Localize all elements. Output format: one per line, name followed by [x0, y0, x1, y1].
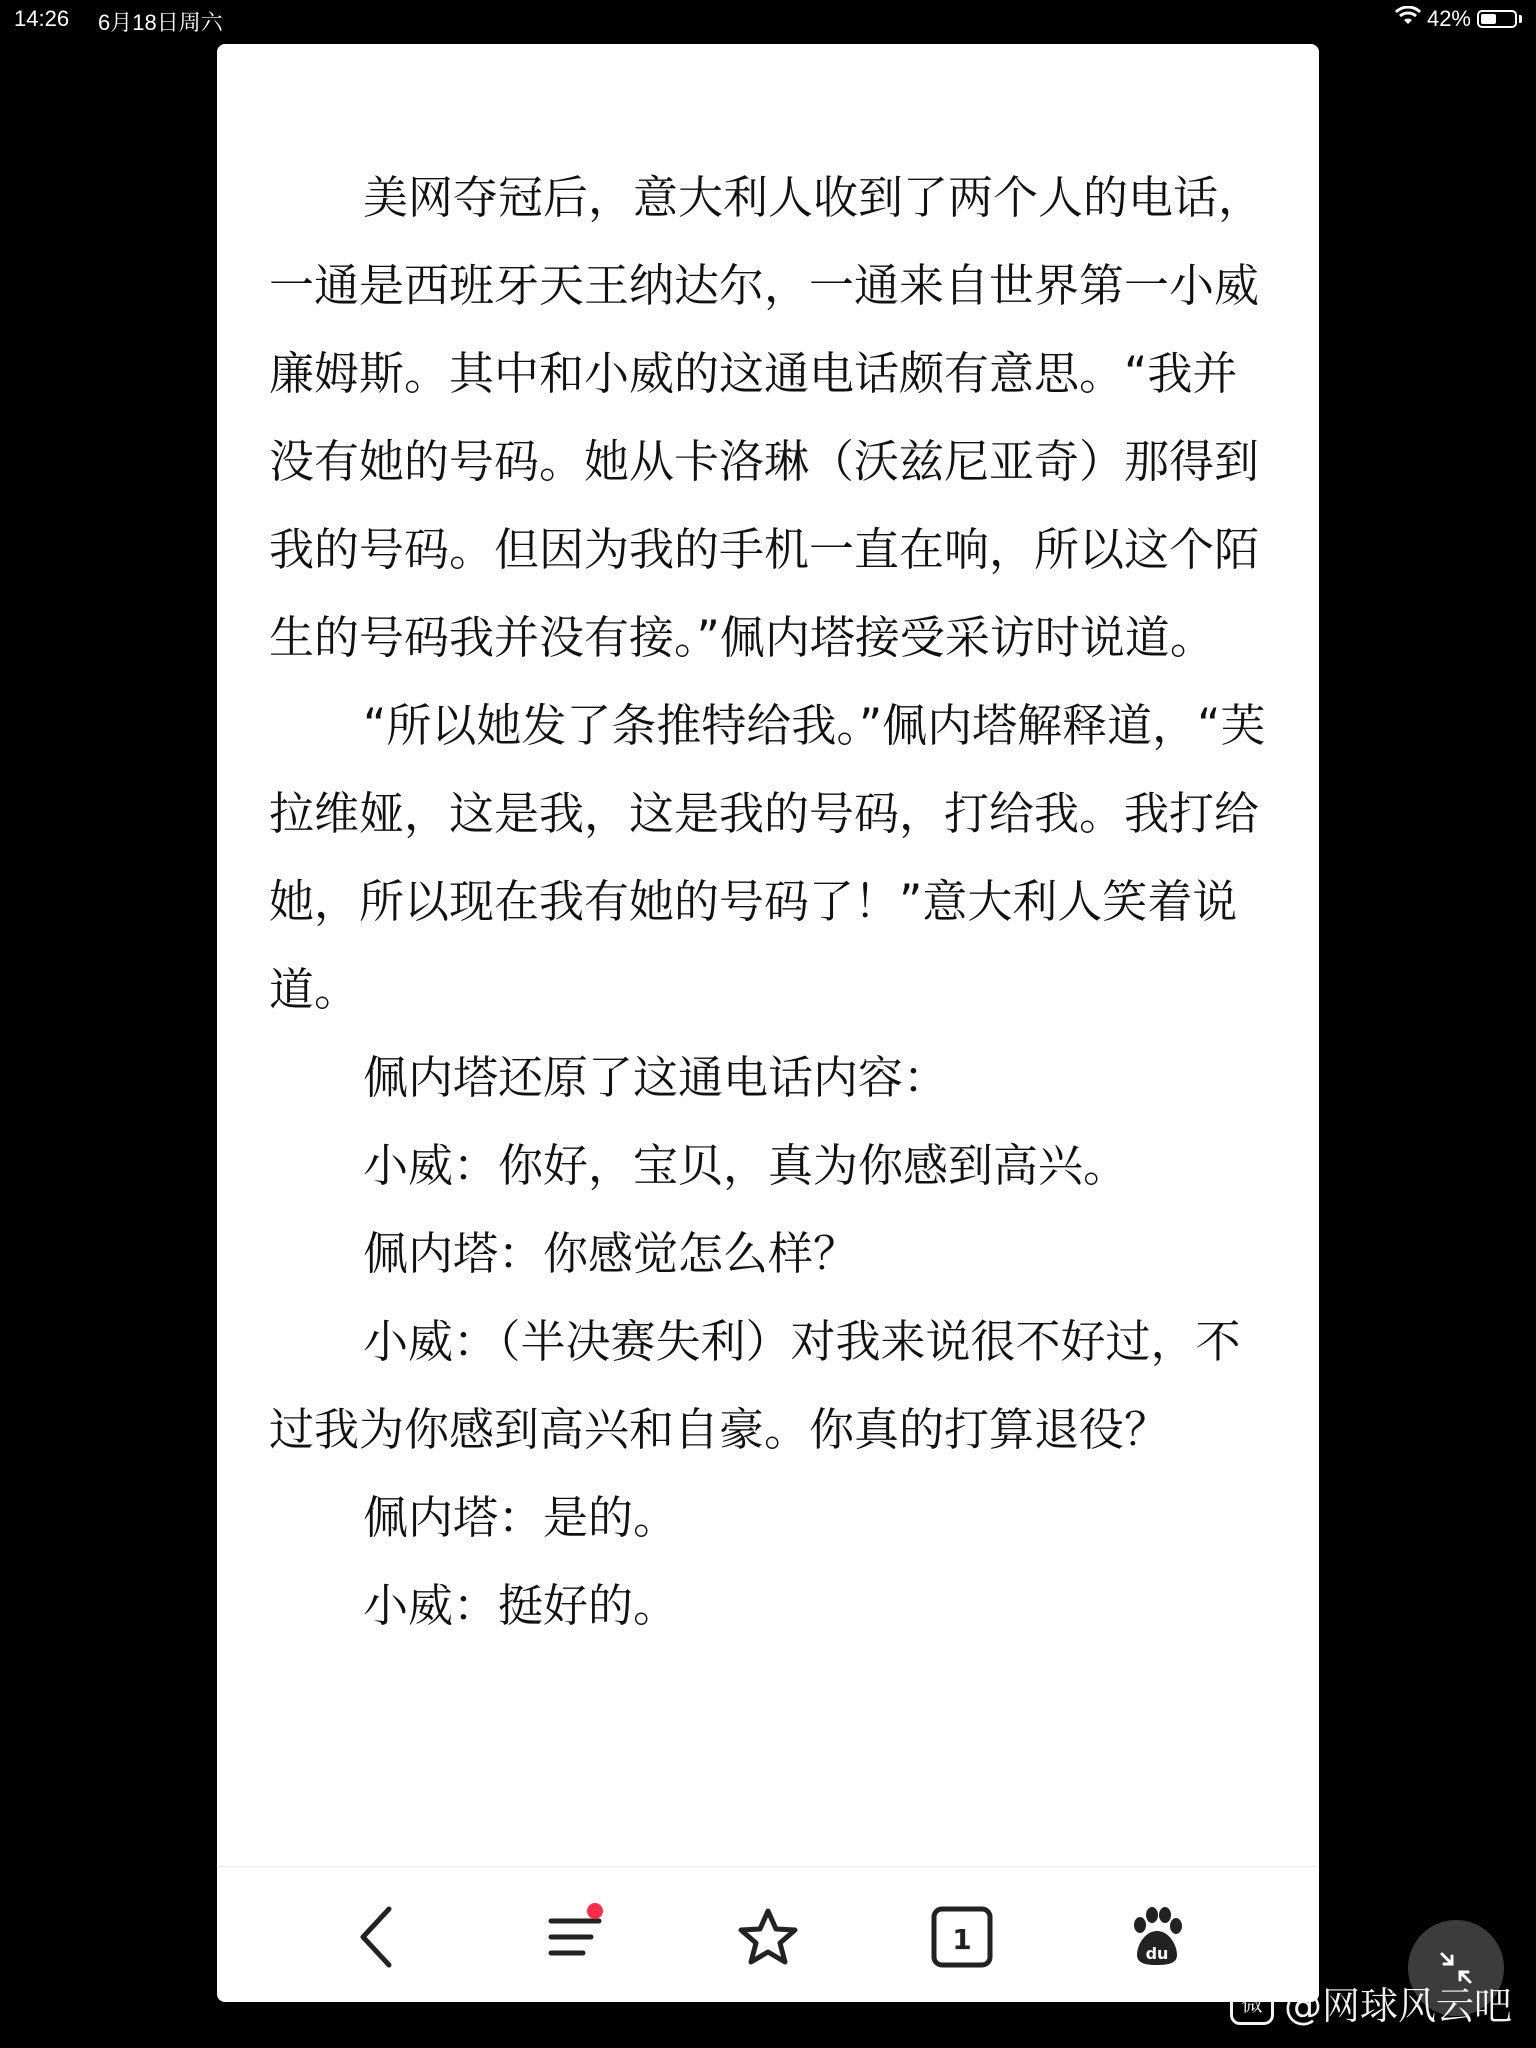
battery-icon	[1477, 10, 1517, 28]
wifi-icon	[1395, 6, 1421, 32]
battery-fill	[1481, 14, 1496, 24]
watermark	[1230, 1975, 1512, 2030]
article-paragraph: 小威：挺好的。	[363, 1579, 679, 1632]
favorite-button[interactable]	[728, 1897, 808, 1977]
battery-tip	[1519, 15, 1522, 23]
tabs-count: 1	[952, 1923, 972, 1956]
baidu-button[interactable]	[1117, 1897, 1197, 1977]
bottom-toolbar	[217, 1866, 1319, 2002]
tabs-icon	[930, 1905, 994, 1969]
article-card	[217, 44, 1319, 2002]
status-right	[1395, 6, 1522, 32]
article-paragraph: 小威：你好，宝贝，真为你感到高兴。	[363, 1139, 1129, 1192]
notification-dot	[587, 1903, 603, 1919]
status-time: 14:26	[14, 6, 70, 31]
article-paragraph: 佩内塔：是的。	[363, 1491, 679, 1544]
article-paragraph: “所以她发了条推特给我。”佩内塔解释道，“芙拉维娅，这是我，这是我的号码，打给我。我打给她，所以现在我有她的号码了！”意大利人笑着说道。	[269, 699, 1266, 1016]
battery-percent: 42%	[1426, 6, 1471, 31]
chevron-left-icon	[355, 1905, 399, 1969]
status-date: 6月18日周六	[98, 10, 223, 35]
menu-button[interactable]	[535, 1897, 615, 1977]
article-paragraph: 美网夺冠后，意大利人收到了两个人的电话，一通是西班牙天王纳达尔，一通来自世界第一小威廉姆斯。其中和小威的这通电话颇有意思。“我并没有她的号码。她从卡洛琳（沃兹尼亚奇）那得到我的号码。但因为我的手机一直在响，所以这个陌生的号码我并没有接。”佩内塔接受采访时说道。	[269, 171, 1264, 664]
back-button[interactable]	[337, 1897, 417, 1977]
weibo-logo-icon: 微	[1230, 1981, 1274, 2025]
watermark-text: @网球风云吧	[1283, 1984, 1512, 2028]
status-bar	[0, 0, 1536, 40]
baidu-paw-icon	[1125, 1905, 1189, 1969]
svg-text:du: du	[1145, 1944, 1169, 1963]
tabs-button[interactable]	[922, 1897, 1002, 1977]
star-icon	[736, 1906, 800, 1968]
article-paragraph: 佩内塔：你感觉怎么样？	[363, 1227, 859, 1280]
article-paragraph: 佩内塔还原了这通电话内容：	[363, 1051, 949, 1104]
article-content	[269, 154, 1279, 1650]
article-paragraph: 小威：（半决赛失利）对我来说很不好过，不过我为你感到高兴和自豪。你真的打算退役？	[269, 1315, 1241, 1456]
